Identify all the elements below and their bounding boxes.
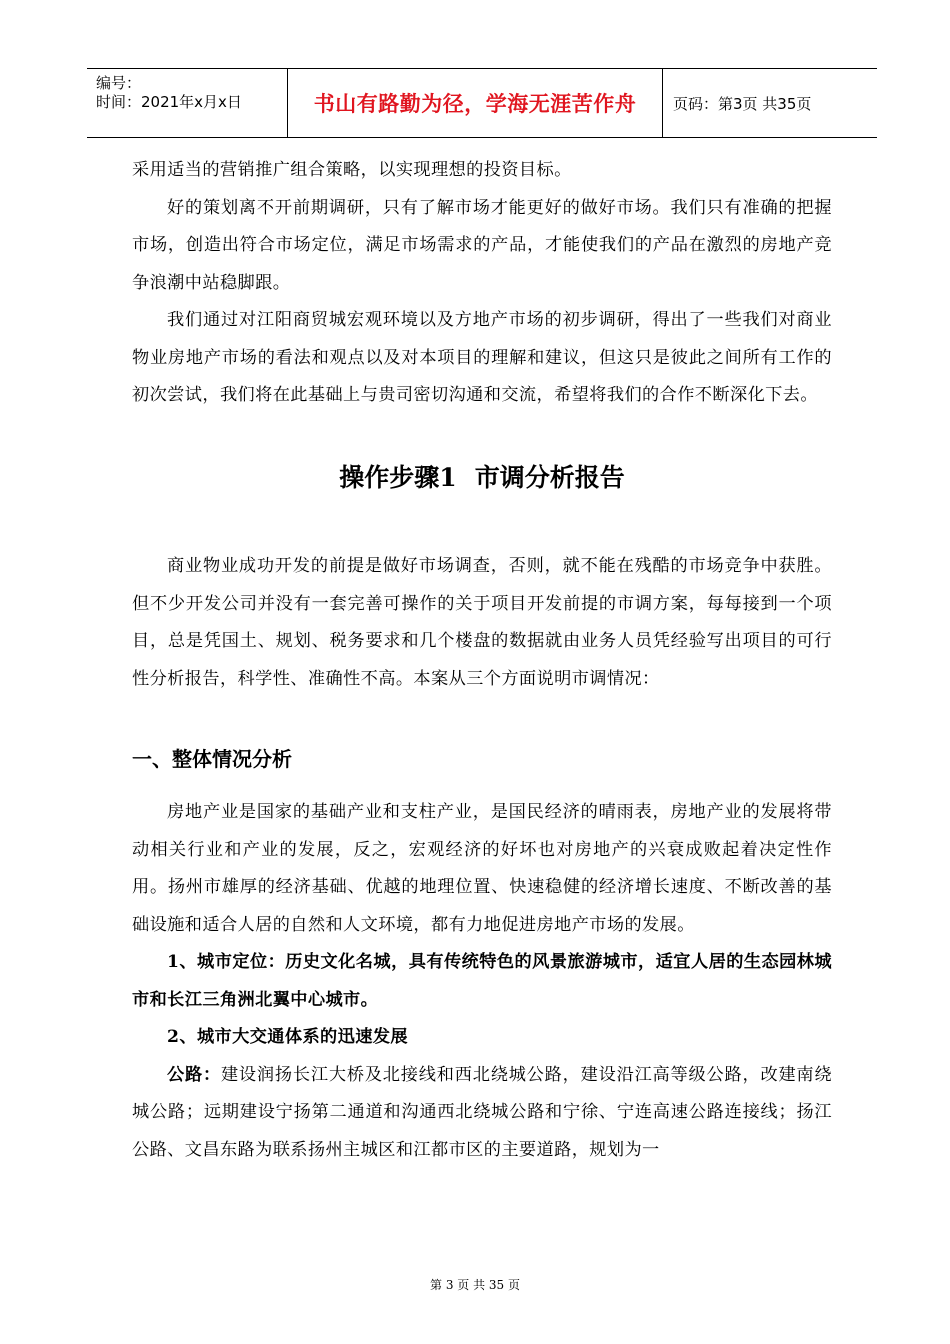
road-paragraph: [132, 1057, 832, 1170]
part1-heading: 一、整体情况分析: [132, 747, 292, 771]
part1-body: [132, 794, 832, 1169]
section-number: 操作步骤1: [339, 463, 457, 492]
motto-text: 书山有路勤为径，学海无涯苦作舟: [313, 92, 637, 116]
time-label: 时间：2021年x月x日: [96, 93, 242, 111]
point-2: 2、城市大交通体系的迅速发展: [167, 1027, 408, 1047]
point-1: 1、城市定位：历史文化名城，具有传统特色的风景旅游城市，适宜人居的生态园林城市和长江三角洲北翼中心城市。: [132, 952, 832, 1010]
intro-paragraph-1: 采用适当的营销推广组合策略，以实现理想的投资目标。: [132, 160, 572, 180]
intro-content: [132, 152, 832, 415]
header-table: [87, 68, 877, 138]
intro-paragraph-3: 我们通过对江阳商贸城宏观环境以及方地产市场的初步调研，得出了一些我们对商业物业房地产市场的看法和观点以及对本项目的理解和建议，但这只是彼此之间所有工作的初次尝试，我们将在此基础上与贵司密切沟通和交流，希望将我们的合作不断深化下去。: [132, 310, 832, 405]
part1-content: [132, 743, 832, 772]
section-content: [132, 548, 832, 698]
road-text: 建设润扬长江大桥及北接线和西北绕城公路，建设沿江高等级公路，改建南绕城公路；远期建设宁扬第二通道和沟通西北绕城公路和宁徐、宁连高速公路连接线；扬江公路、文昌东路为联系扬州主城区和江都市区的主要道路，规划为一: [132, 1064, 832, 1160]
header-meta-cell: [87, 69, 288, 137]
section-paragraph-1: 商业物业成功开发的前提是做好市场调查，否则，就不能在残酷的市场竞争中获胜。但不少开发公司并没有一套完善可操作的关于项目开发前提的市调方案，每每接到一个项目，总是凭国土、规划、税务要求和几个楼盘的数据就由业务人员凭经验写出项目的可行性分析报告，科学性、准确性不高。本案从三个方面说明市调情况：: [132, 556, 832, 689]
intro-paragraph-2: 好的策划离不开前期调研，只有了解市场才能更好的做好市场。我们只有准确的把握市场，创造出符合市场定位，满足市场需求的产品，才能使我们的产品在激烈的房地产竞争浪潮中站稳脚跟。: [132, 197, 832, 293]
page-footer: 第 3 页 共 35 页: [430, 1278, 520, 1292]
part1-paragraph-1: 房地产业是国家的基础产业和支柱产业，是国民经济的晴雨表，房地产业的发展将带动相关行业和产业的发展，反之，宏观经济的好坏也对房地产的兴衰成败起着决定性作用。扬州市雄厚的经济基础、优越的地理位置、快速稳健的经济增长速度、不断改善的基础设施和适合人居的自然和人文环境，都有力地促进房地产市场的发展。: [132, 802, 832, 935]
header-motto-cell: [288, 69, 663, 137]
number-label: 编号：: [96, 74, 142, 92]
section-title: [132, 458, 832, 494]
road-label: 公路：: [167, 1064, 221, 1085]
section-title-text: 市调分析报告: [474, 463, 625, 492]
header-page-cell: [663, 69, 877, 137]
page-info: 页码：第3页 共35页: [673, 94, 812, 113]
